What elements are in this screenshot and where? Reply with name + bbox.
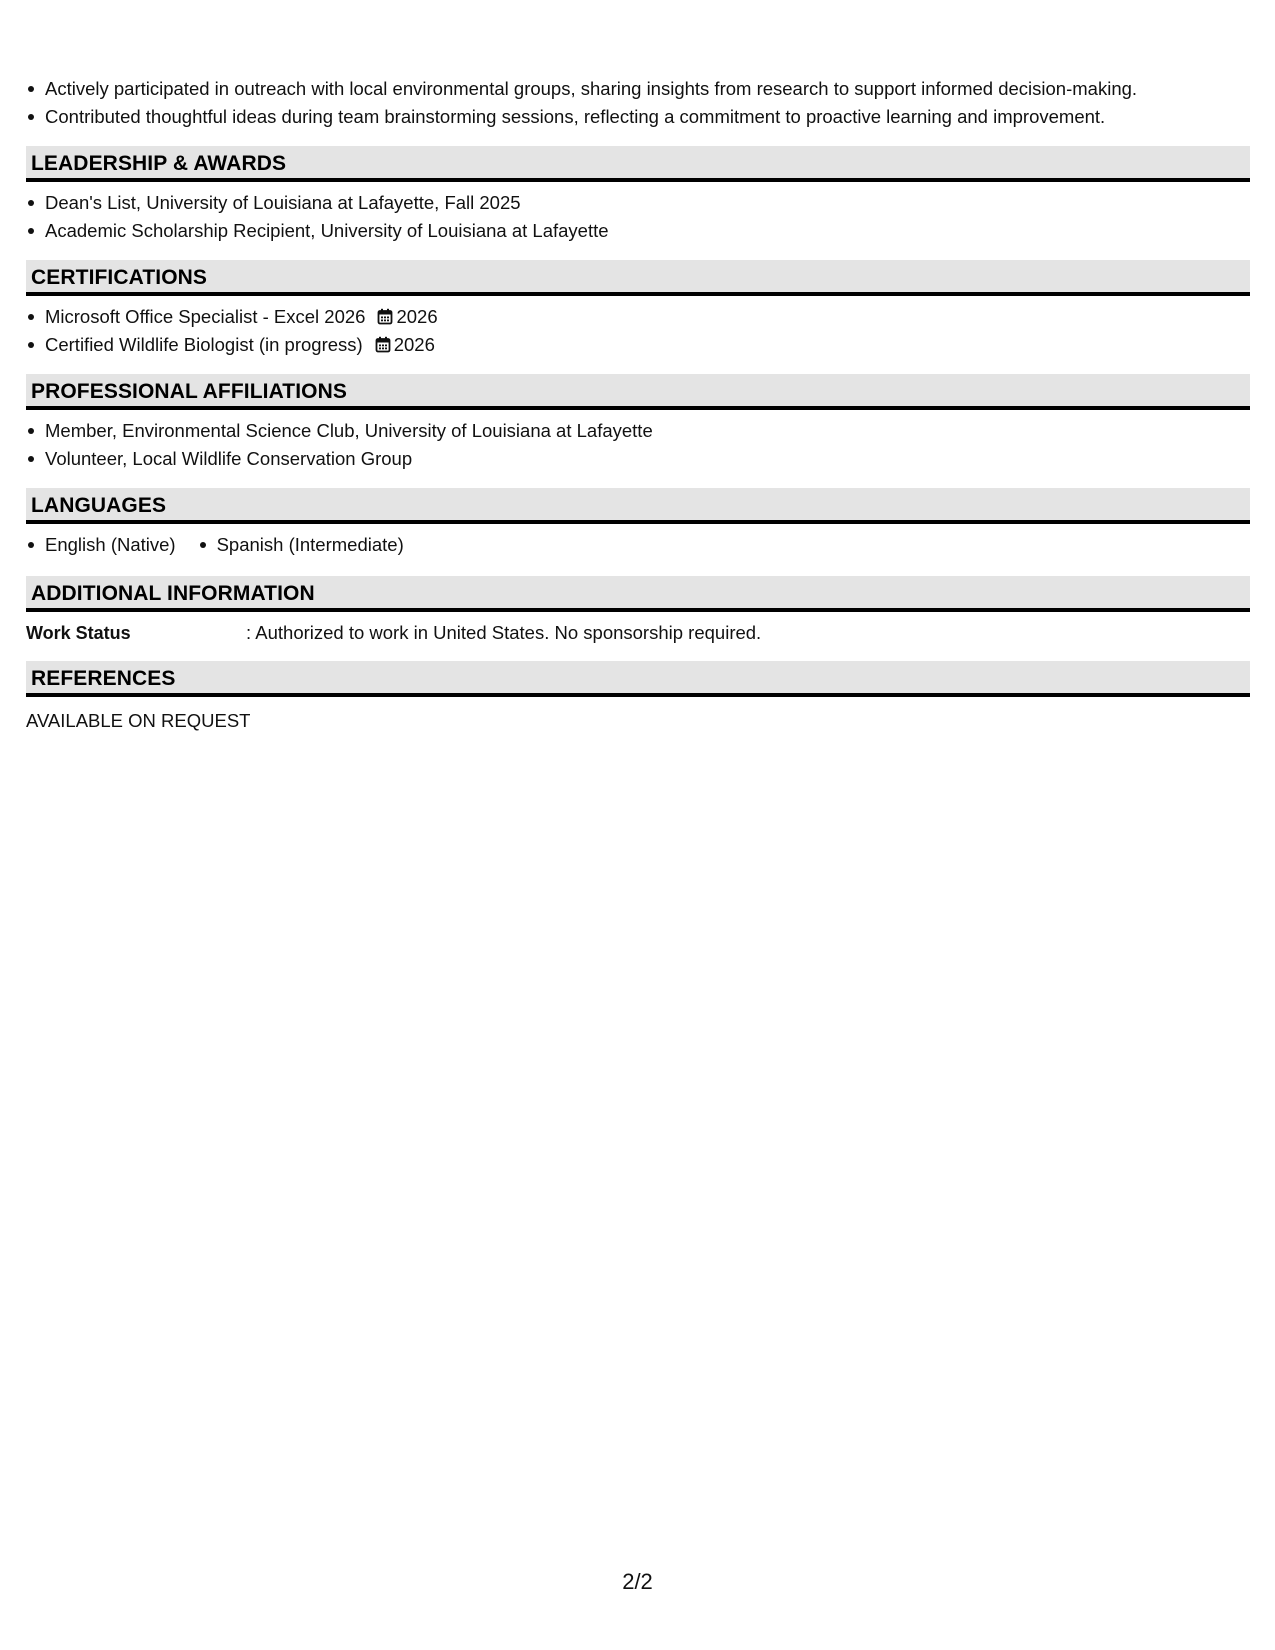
section-header-references: [26, 661, 1250, 697]
affiliations-list: [26, 417, 653, 472]
calendar-icon: [377, 308, 393, 325]
language-item: English (Native): [26, 531, 176, 559]
certification-name: Microsoft Office Specialist - Excel 2026: [45, 306, 366, 327]
list-item: Member, Environmental Science Club, University of Louisiana at Lafayette: [26, 417, 653, 445]
certifications-list: [26, 303, 438, 358]
section-title: REFERENCES: [31, 667, 176, 690]
section-header-additional-info: [26, 576, 1250, 612]
work-status-label: Work Status: [26, 623, 131, 643]
language-item: Spanish (Intermediate): [198, 531, 404, 559]
list-item: Volunteer, Local Wildlife Conservation Group: [26, 445, 653, 473]
section-title: LANGUAGES: [31, 494, 167, 517]
list-item: Academic Scholarship Recipient, University of Louisiana at Lafayette: [26, 217, 609, 245]
section-header-languages: [26, 488, 1250, 524]
experience-continued-list: [26, 75, 1137, 130]
list-item: Actively participated in outreach with local environmental groups, sharing insights from research to support informed decision-making.: [26, 75, 1137, 103]
page-number: 2/2: [622, 1569, 653, 1594]
leadership-list: [26, 189, 609, 244]
section-title: LEADERSHIP & AWARDS: [31, 152, 287, 175]
list-item: Dean's List, University of Louisiana at Lafayette, Fall 2025: [26, 189, 609, 217]
section-title: ADDITIONAL INFORMATION: [31, 582, 315, 605]
section-title: PROFESSIONAL AFFILIATIONS: [31, 380, 347, 403]
languages-list: [26, 531, 404, 559]
work-status-value: : Authorized to work in United States. No sponsorship required.: [246, 622, 762, 643]
certification-item: [26, 331, 438, 359]
section-header-certifications: [26, 260, 1250, 296]
references-text: AVAILABLE ON REQUEST: [26, 710, 251, 731]
section-header-leadership: [26, 146, 1250, 182]
section-header-affiliations: [26, 374, 1250, 410]
certification-year: 2026: [393, 333, 435, 355]
certification-item: [26, 303, 438, 331]
list-item: Contributed thoughtful ideas during team brainstorming sessions, reflecting a commitment to proactive learning and improvement.: [26, 103, 1137, 131]
certification-name: Certified Wildlife Biologist (in progress): [45, 333, 363, 355]
certification-year: 2026: [396, 306, 438, 327]
work-status-row: [26, 622, 1250, 648]
section-title: CERTIFICATIONS: [31, 266, 208, 289]
calendar-icon: [375, 336, 391, 353]
